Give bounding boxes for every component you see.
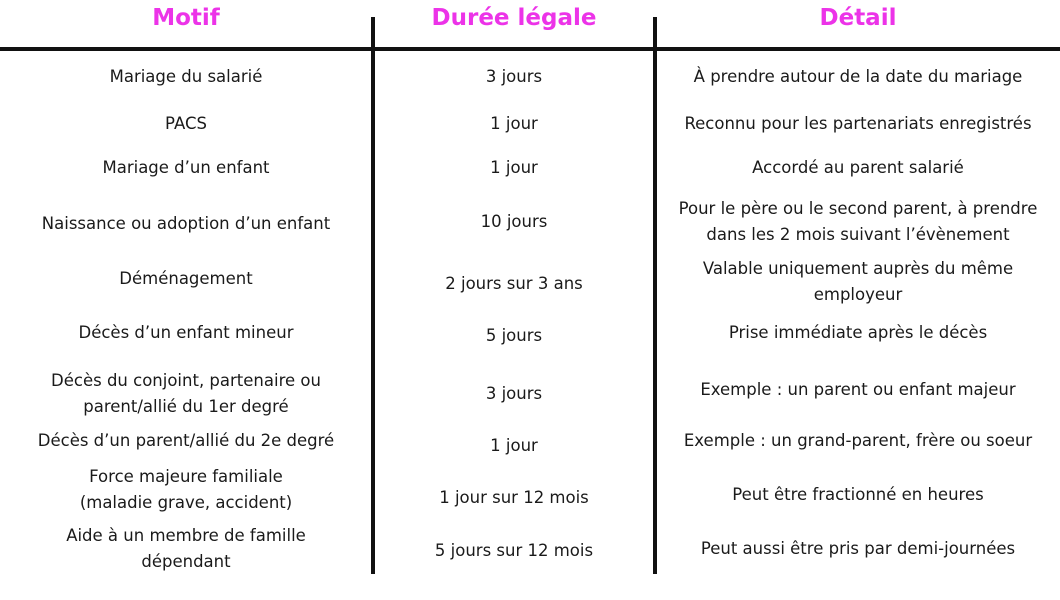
row-detail: Accordé au parent salarié: [752, 158, 964, 177]
row-detail: Prise immédiate après le décès: [728, 323, 988, 342]
row-detail: Exemple : un grand-parent, frère ou soeur: [683, 431, 1033, 450]
row-motif: Décès d’un parent/allié du 2e degré: [37, 431, 335, 450]
row-duree: 1 jour: [490, 436, 538, 455]
row-duree: 3 jours: [485, 384, 543, 403]
header-motif: Motif: [152, 5, 220, 31]
row-duree: 3 jours: [485, 67, 543, 86]
row-duree: 5 jours sur 12 mois: [434, 541, 594, 560]
row-duree: 5 jours: [485, 326, 543, 345]
row-detail: Valable uniquement auprès du même employeur: [702, 259, 1014, 304]
row-motif: Mariage d’un enfant: [102, 158, 270, 177]
row-detail: Peut aussi être pris par demi-journées: [700, 539, 1016, 558]
row-duree: 1 jour sur 12 mois: [439, 488, 589, 507]
row-motif: PACS: [165, 114, 207, 133]
row-motif: Force majeure familiale (maladie grave, accident): [79, 467, 293, 512]
row-motif: Mariage du salarié: [109, 67, 263, 86]
row-duree: 1 jour: [490, 114, 538, 133]
row-motif: Décès du conjoint, partenaire ou parent/allié du 1er degré: [51, 371, 321, 416]
header-detail: Détail: [819, 5, 897, 31]
row-detail: Pour le père ou le second parent, à prendre dans les 2 mois suivant l’évènement: [678, 199, 1038, 244]
row-detail: Exemple : un parent ou enfant majeur: [700, 380, 1016, 399]
row-duree: 1 jour: [490, 158, 538, 177]
row-motif: Aide à un membre de famille dépendant: [66, 526, 306, 571]
row-motif: Décès d’un enfant mineur: [78, 323, 294, 342]
header-duree-legale: Durée légale: [431, 5, 597, 31]
row-duree: 10 jours: [480, 212, 548, 231]
header-divider: [0, 47, 1060, 51]
row-detail: Peut être fractionné en heures: [732, 485, 984, 504]
row-motif: Naissance ou adoption d’un enfant: [41, 214, 331, 233]
row-detail: À prendre autour de la date du mariage: [693, 67, 1023, 86]
row-duree: 2 jours sur 3 ans: [445, 274, 583, 293]
row-detail: Reconnu pour les partenariats enregistrés: [684, 114, 1032, 133]
row-motif: Déménagement: [119, 269, 253, 288]
